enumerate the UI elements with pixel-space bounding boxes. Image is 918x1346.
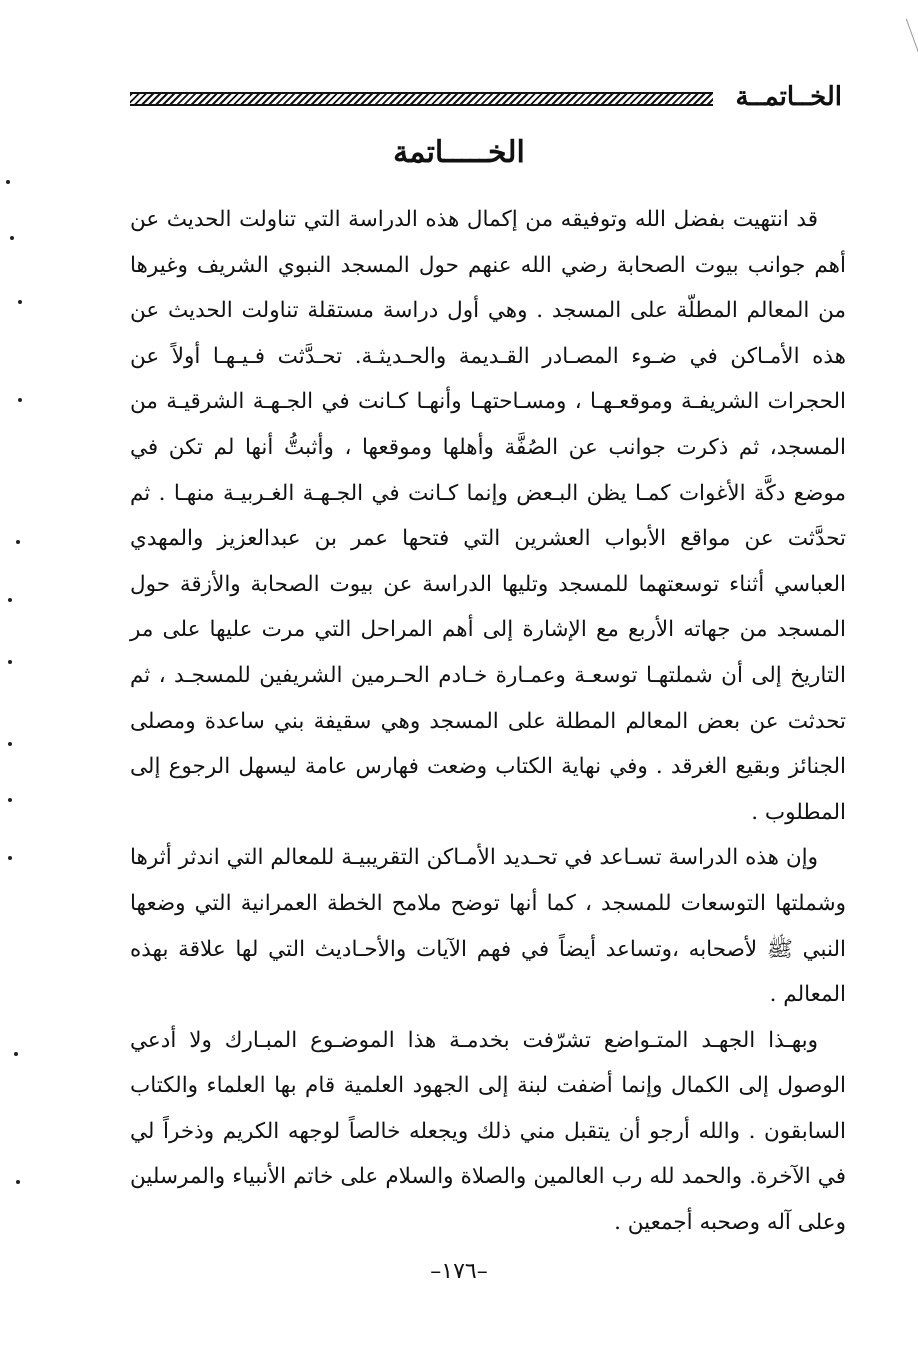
paragraph: وبهـذا الجهـد المتـواضع تشرّفت بخدمـة هذا الموضـوع المبـارك ولا أدعي الوصول إلى الكمال وإنما أضفت لبنة إلى الجهود العلمية قام بها العلماء والكتاب السابقون . والله أرجو أن يتقبل مني ذلك ويجعله خالصاً لوجهه الكريم وذخراً لي في الآخرة. والحمد لله رب العالمين والصلاة والسلام على خاتم الأنبياء والمرسلين وعلى آله وصحبه أجمعين .	[130, 1027, 846, 1236]
margin-mark	[18, 300, 22, 304]
margin-mark	[18, 398, 22, 402]
running-title: الخــاتمــة	[735, 82, 842, 112]
margin-mark	[6, 180, 10, 184]
header-rule	[130, 92, 713, 106]
page-number: –١٧٦–	[430, 1259, 488, 1284]
chapter-title: الخـــــاتمة	[393, 135, 525, 170]
margin-mark	[8, 856, 12, 860]
margin-mark	[8, 598, 12, 602]
margin-mark	[16, 540, 20, 544]
scan-edge-mark	[893, 19, 918, 62]
margin-mark	[8, 660, 12, 664]
page-header	[130, 82, 842, 112]
margin-mark	[16, 1180, 20, 1184]
paragraph: قد انتهيت بفضل الله وتوفيقه من إكمال هذه الدراسة التي تناولت الحديث عن أهم جوانب بيوت الصحابة رضي الله عنهم حول المسجد النبوي الشريف وغيرها من المعالم المطلّة على المسجد . وهي أول دراسة مستقلة تناولت الحديث عن هذه الأمـاكن في ضـوء المصـادر القـديمة والحـديثـة. تحـدَّثت فـيـهـا أولاً عن الحجرات الشريفـة وموقعـهـا ، ومسـاحتهـا وأنهـا كـانت في الجـهـة الشرقيـة من المسجد، ثم ذكرت جوانب عن الصُفَّة وأهلها وموقعها ، وأثبتُّ أنها لم تكن في موضع دكَّة الأغوات كمـا يظن البـعض وإنما كـانت في الجـهـة الغـربيـة منهـا . ثم تحدَّثت عن مواقع الأبواب العشرين التي فتحها عمر بن عبدالعزيز والمهدي العباسي أثناء توسعتهما للمسجد وتليها الدراسة عن بيوت الصحابة والأزقة حول المسجد من جهاته الأربع مع الإشارة إلى أهم المراحل التي مرت عليها على مر التاريخ إلى أن شملتهـا توسعـة وعمـارة خـادم الحـرمين الشريفين للمسجـد ، ثم تحدثت عن بعض المعالم المطلة على المسجد وهي سقيفة بني ساعدة ومصلى الجنائز وبقيع الغرقد . وفي نهاية الكتاب وضعت فهارس عامة ليسهل الرجوع إلى المطلوب .	[130, 207, 846, 825]
margin-mark	[8, 742, 12, 746]
margin-mark	[10, 236, 14, 240]
margin-mark	[8, 798, 12, 802]
body-text	[130, 197, 846, 1246]
paragraph: وإن هذه الدراسة تسـاعد في تحـديد الأمـاكن التقريبيـة للمعالم التي اندثر أثرها وشملتها التوسعات للمسجد ، كما أنها توضح ملامح الخطة العمرانية التي وضعها النبي ﷺ لأصحابه ،وتساعد أيضاً في فهم الآيات والأحـاديث التي لها علاقة بهذه المعالم .	[130, 845, 846, 1008]
margin-mark	[14, 1052, 18, 1056]
